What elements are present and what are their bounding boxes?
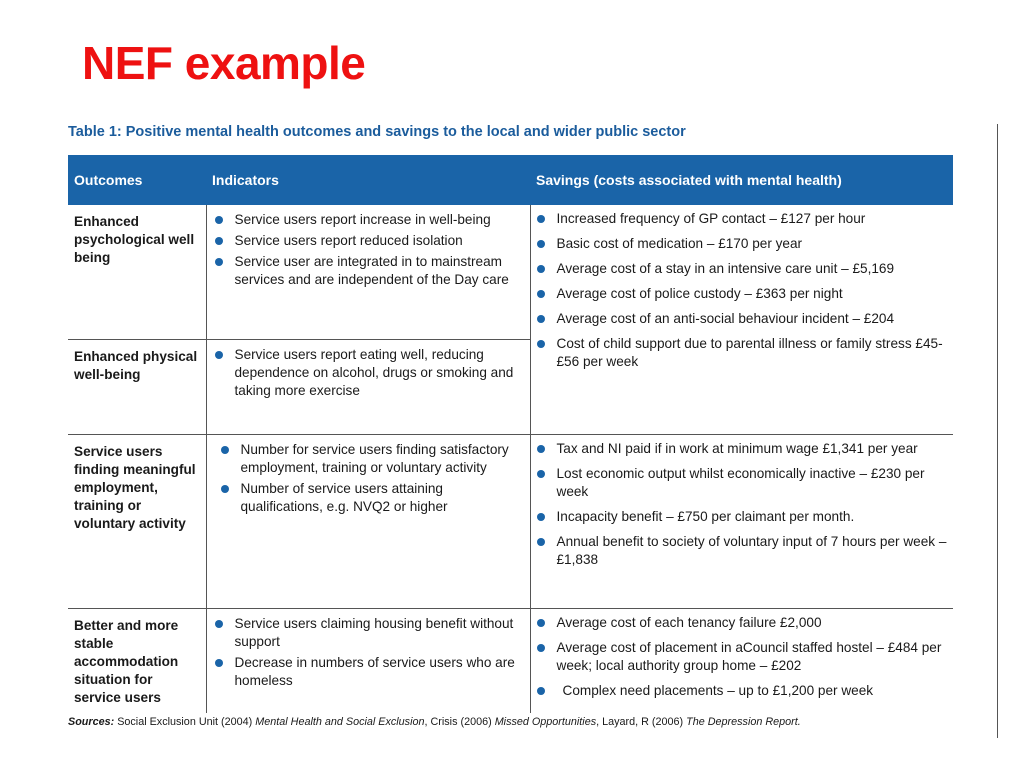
indicators-cell <box>206 205 530 339</box>
list-item: Decrease in numbers of service users who are homeless <box>207 654 526 690</box>
savings-cell <box>530 205 953 434</box>
list-item: Average cost of each tenancy failure £2,000 <box>531 614 950 632</box>
bullet-icon <box>537 240 545 248</box>
indicators-cell <box>206 608 530 713</box>
outcome-cell: Enhanced psychological well being <box>74 214 195 265</box>
outcome-cell: Better and more stable accommodation situation for service users <box>68 608 206 713</box>
indicators-cell <box>206 339 530 434</box>
list-item: Complex need placements – up to £1,200 per week <box>531 682 950 700</box>
header-indicators: Indicators <box>206 155 530 205</box>
list-item: Basic cost of medication – £170 per year <box>531 235 950 253</box>
bullet-icon <box>537 445 545 453</box>
bullet-icon <box>537 265 545 273</box>
table-row <box>68 608 953 713</box>
slide-title: NEF example <box>82 37 366 89</box>
sources-note: Sources: Social Exclusion Unit (2004) Mental Health and Social Exclusion, Crisis (2006) Missed Opportunities, Layard, R (2006) The Depression Report. <box>68 716 801 728</box>
list-item: Lost economic output whilst economically inactive – £230 per week <box>531 465 950 501</box>
indicators-cell <box>206 434 530 608</box>
list-item: Service users report eating well, reducing dependence on alcohol, drugs or smoking and taking more exercise <box>207 346 526 400</box>
list-item: Incapacity benefit – £750 per claimant per month. <box>531 508 950 526</box>
bullet-icon <box>537 687 545 695</box>
list-item: Number of service users attaining qualifications, e.g. NVQ2 or higher <box>213 480 526 516</box>
header-outcomes: Outcomes <box>68 155 206 205</box>
bullet-icon <box>215 216 223 224</box>
bullet-icon <box>215 620 223 628</box>
list-item: Service users claiming housing benefit without support <box>207 615 526 651</box>
bullet-icon <box>537 215 545 223</box>
bullet-icon <box>221 446 229 454</box>
list-item: Service users report increase in well-being <box>207 211 526 229</box>
list-item: Average cost of an anti-social behaviour incident – £204 <box>531 310 950 328</box>
list-item: Average cost of police custody – £363 per night <box>531 285 950 303</box>
list-item: Service user are integrated in to mainstream services and are independent of the Day care <box>207 253 526 289</box>
list-item: Average cost of placement in aCouncil staffed hostel – £484 per week; local authority group home – £202 <box>531 639 950 675</box>
table-header-row <box>68 155 953 205</box>
list-item: Increased frequency of GP contact – £127 per hour <box>531 210 950 228</box>
list-item: Annual benefit to society of voluntary input of 7 hours per week – £1,838 <box>531 533 950 569</box>
savings-cell <box>530 608 953 713</box>
list-item: Number for service users finding satisfactory employment, training or voluntary activity <box>213 441 526 477</box>
bullet-icon <box>215 351 223 359</box>
bullet-icon <box>215 237 223 245</box>
bullet-icon <box>537 340 545 348</box>
list-item: Service users report reduced isolation <box>207 232 526 250</box>
bullet-icon <box>215 659 223 667</box>
bullet-icon <box>221 485 229 493</box>
outcome-cell: Service users finding meaningful employment, training or voluntary activity <box>68 434 206 608</box>
bullet-icon <box>537 470 545 478</box>
header-savings: Savings (costs associated with mental health) <box>530 155 953 205</box>
bullet-icon <box>537 315 545 323</box>
divider <box>997 124 998 738</box>
bullet-icon <box>215 258 223 266</box>
list-item: Cost of child support due to parental illness or family stress £45- £56 per week <box>531 335 950 371</box>
list-item: Tax and NI paid if in work at minimum wage £1,341 per year <box>531 440 950 458</box>
bullet-icon <box>537 290 545 298</box>
outcome-cell: Enhanced physical well-being <box>68 339 206 434</box>
savings-cell <box>530 434 953 608</box>
table-row <box>68 205 953 339</box>
table-row <box>68 434 953 608</box>
bullet-icon <box>537 513 545 521</box>
bullet-icon <box>537 538 545 546</box>
outcomes-table <box>68 155 953 713</box>
list-item: Average cost of a stay in an intensive care unit – £5,169 <box>531 260 950 278</box>
table-caption: Table 1: Positive mental health outcomes and savings to the local and wider public sector <box>68 124 686 140</box>
bullet-icon <box>537 619 545 627</box>
bullet-icon <box>537 644 545 652</box>
sources-label: Sources: <box>68 716 115 728</box>
